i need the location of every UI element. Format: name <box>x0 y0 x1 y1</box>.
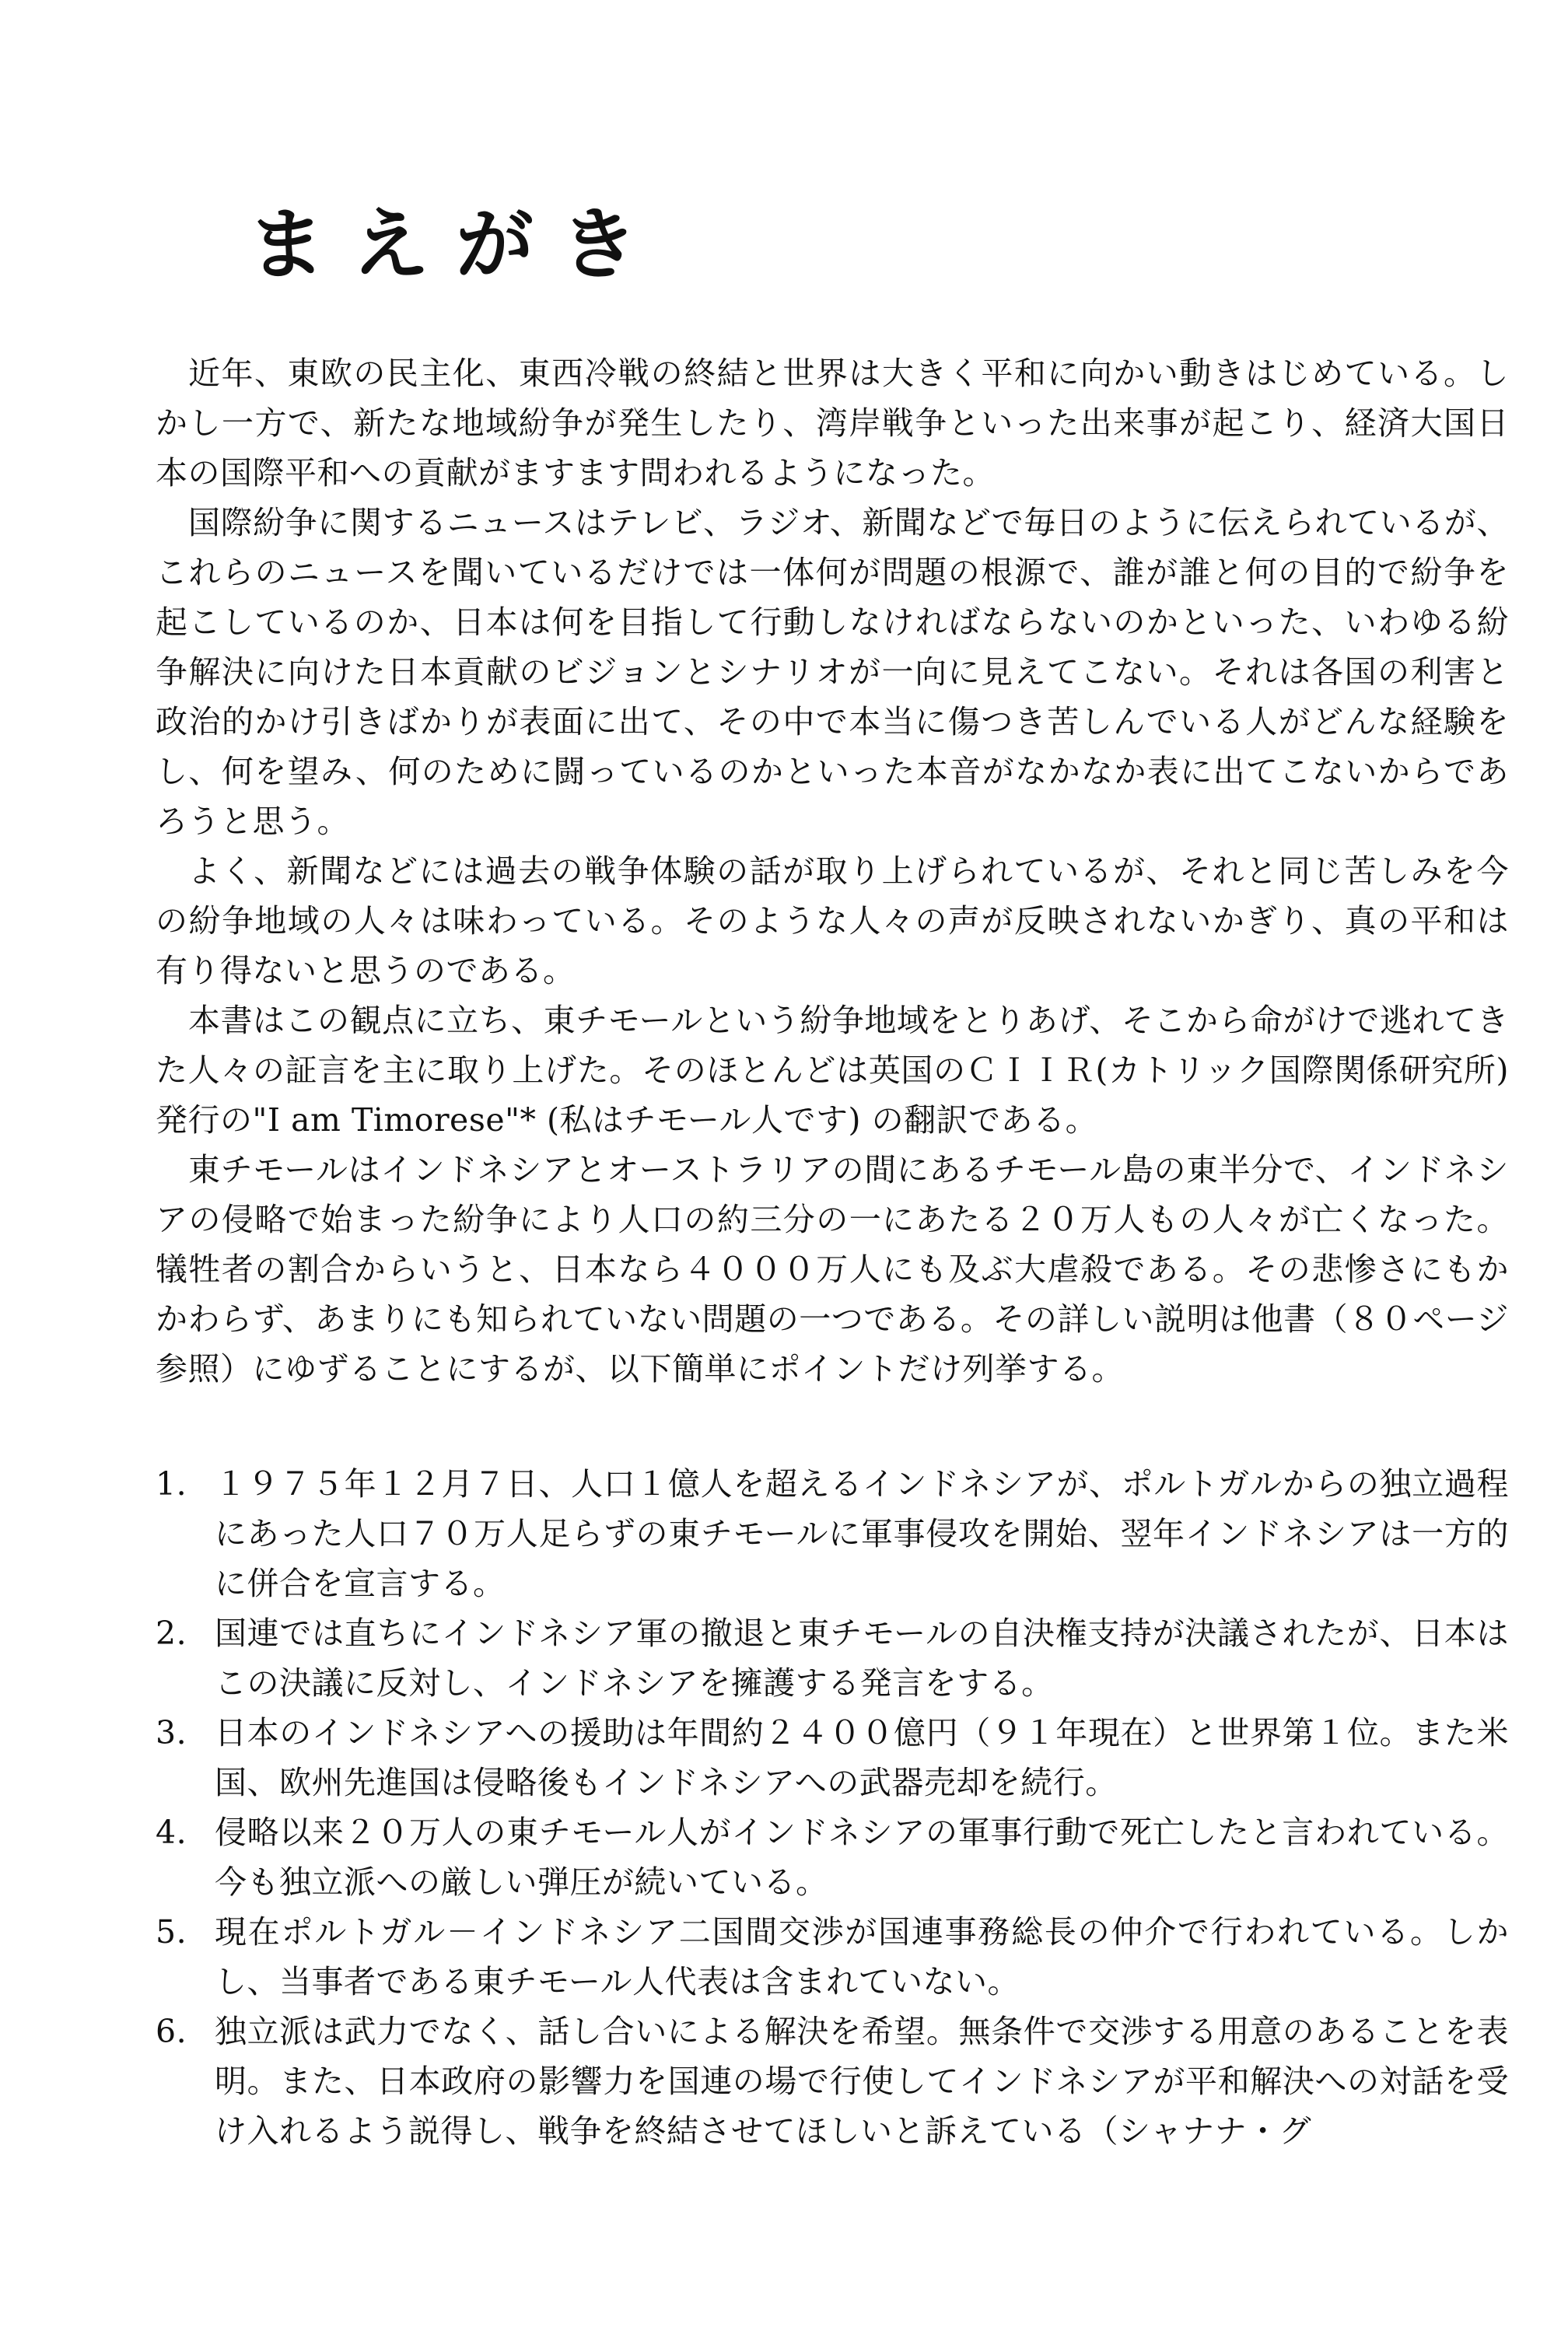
paragraph-1: 近年、東欧の民主化、東西冷戦の終結と世界は大きく平和に向かい動きはじめている。しかし一方で、新たな地域紛争が発生したり、湾岸戦争といった出来事が起こり、経済大国日本の国際平和への貢献がますます問われるようになった。 <box>156 355 1509 492</box>
list-item-number: 5. <box>156 1913 187 1951</box>
list-item-text: 日本のインドネシアへの援助は年間約２４００億円（９１年現在）と世界第１位。また米国、欧州先進国は侵略後もインドネシアへの武器売却を続行。 <box>215 1714 1509 1801</box>
list-item-number: 2. <box>156 1615 187 1652</box>
list-item-text: 侵略以来２０万人の東チモール人がインドネシアの軍事行動で死亡したと言われている。今も独立派への厳しい弾圧が続いている。 <box>215 1814 1509 1901</box>
list-item <box>156 2007 1509 2156</box>
paragraph-2: 国際紛争に関するニュースはテレビ、ラジオ、新聞などで毎日のように伝えられているが、これらのニュースを聞いているだけでは一体何が問題の根源で、誰が誰と何の目的で紛争を起こしているのか、日本は何を目指して行動しなければならないのかといった、いわゆる紛争解決に向けた日本貢献のビジョンとシナリオが一向に見えてこない。それは各国の利害と政治的かけ引きばかりが表面に出て、その中で本当に傷つき苦しんでいる人がどんな経験をし、何を望み、何のために闘っているのかといった本音がなかなか表に出てこないからであろうと思う。 <box>156 504 1509 840</box>
paragraph-3: よく、新聞などには過去の戦争体験の話が取り上げられているが、それと同じ苦しみを今の紛争地域の人々は味わっている。そのような人々の声が反映されないかぎり、真の平和は有り得ないと思うのである。 <box>156 852 1509 989</box>
list-item <box>156 1708 1509 1807</box>
list-item-text: 現在ポルトガル－インドネシア二国間交渉が国連事務総長の仲介で行われている。しかし、当事者である東チモール人代表は含まれていない。 <box>215 1913 1509 2000</box>
key-points-list <box>156 1459 1509 2156</box>
list-item-number: 4. <box>156 1814 187 1851</box>
paragraph-5: 東チモールはインドネシアとオーストラリアの間にあるチモール島の東半分で、インドネシアの侵略で始まった紛争により人口の約三分の一にあたる２０万人もの人々が亡くなった。犠牲者の割合からいうと、日本なら４０００万人にも及ぶ大虐殺である。その悲惨さにもかかわらず、あまりにも知られていない問題の一つである。その詳しい説明は他書（８０ページ参照）にゆずることにするが、以下簡単にポイントだけ列挙する。 <box>156 1151 1509 1387</box>
list-item <box>156 1907 1509 2007</box>
list-item <box>156 1459 1509 1608</box>
list-item-text: 国連では直ちにインドネシア軍の撤退と東チモールの自決権支持が決議されたが、日本はこの決議に反対し、インドネシアを擁護する発言をする。 <box>215 1615 1509 1702</box>
paragraph-4: 本書はこの観点に立ち、東チモールという紛争地域をとりあげ、そこから命がけで逃れてきた人々の証言を主に取り上げた。そのほとんどは英国のＣＩＩＲ(カトリック国際関係研究所)発行の"I am Timorese"* (私はチモール人です) の翻訳である。 <box>156 1002 1509 1139</box>
list-item <box>156 1807 1509 1907</box>
list-item-number: 1. <box>156 1465 187 1503</box>
introduction-body <box>156 348 1509 1394</box>
page-title: まえがき <box>247 199 664 290</box>
list-item-number: 6. <box>156 2013 187 2050</box>
list-item <box>156 1608 1509 1708</box>
list-item-number: 3. <box>156 1714 187 1751</box>
list-item-text: 独立派は武力でなく、話し合いによる解決を希望。無条件で交渉する用意のあることを表明。また、日本政府の影響力を国連の場で行使してインドネシアが平和解決への対話を受け入れるよう説得し、戦争を終結させてほしいと訴えている（シャナナ・グ <box>215 2013 1509 2150</box>
list-item-text: １９７５年１２月７日、人口１億人を超えるインドネシアが、ポルトガルからの独立過程にあった人口７０万人足らずの東チモールに軍事侵攻を開始、翌年インドネシアは一方的に併合を宣言する。 <box>215 1465 1509 1602</box>
